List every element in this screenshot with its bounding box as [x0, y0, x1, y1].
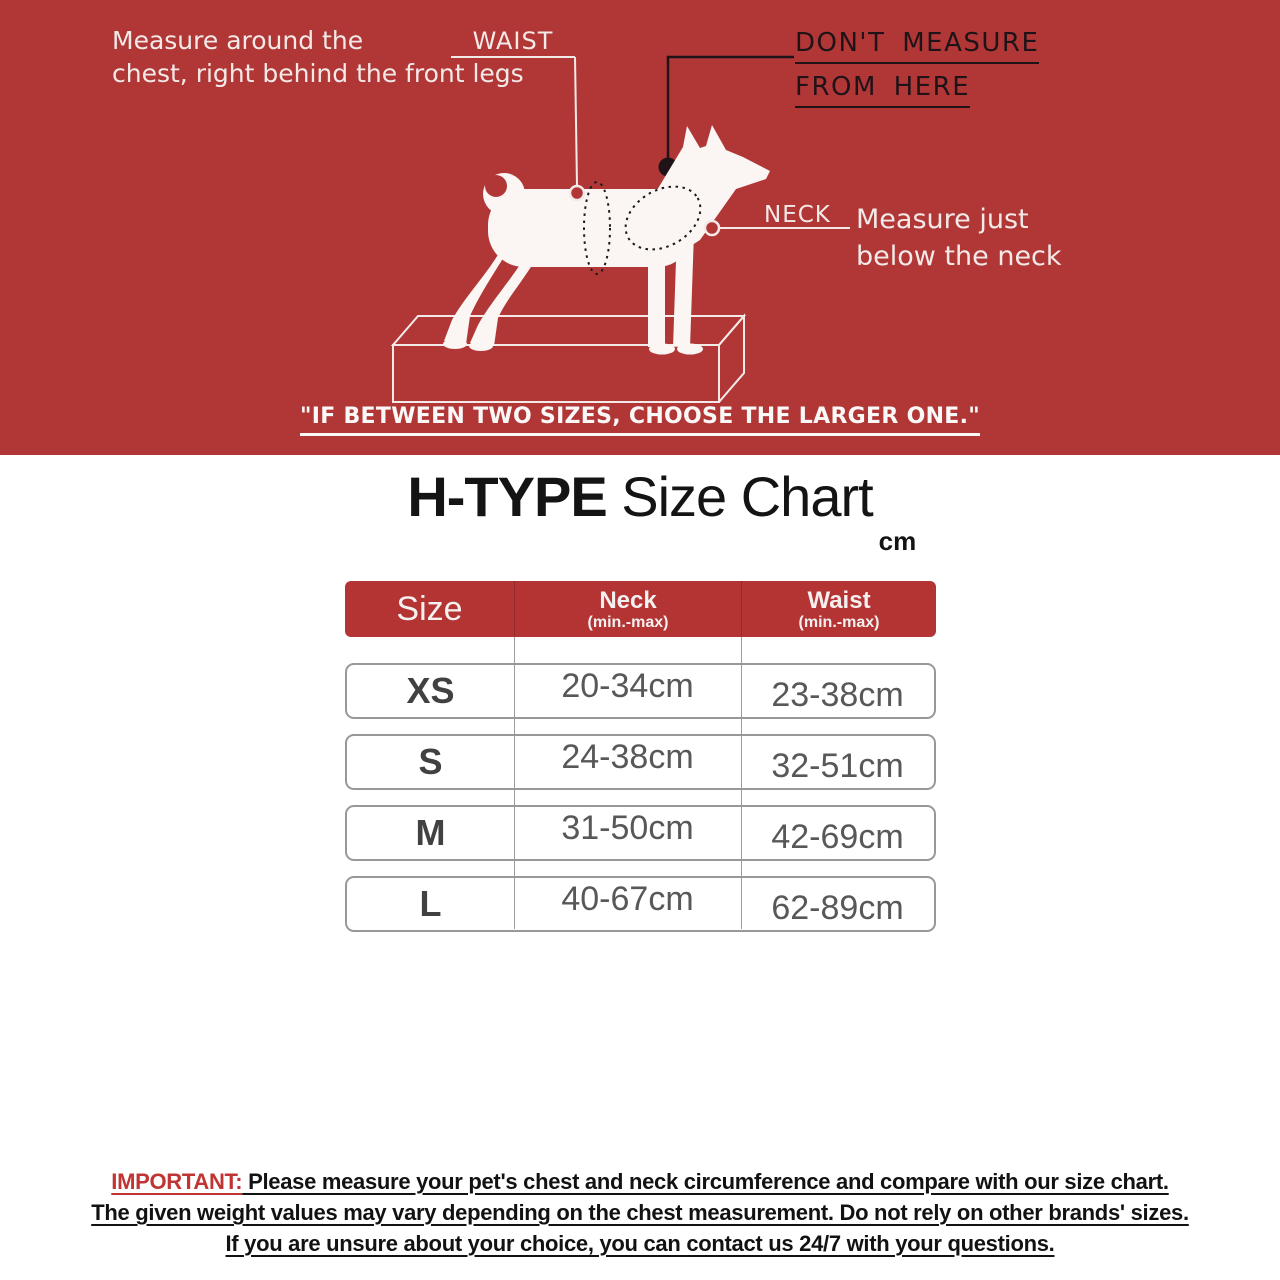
between-sizes-note: "IF BETWEEN TWO SIZES, CHOOSE THE LARGER ONE.": [0, 404, 1280, 436]
header-waist: Waist (min.-max): [741, 581, 936, 637]
table-row-xs: XS 20-34cm 23-38cm: [345, 663, 936, 719]
measuring-diagram-section: [0, 0, 1280, 455]
table-row-l: L 40-67cm 62-89cm: [345, 876, 936, 932]
header-size: Size: [396, 589, 463, 628]
neck-measure-note: [856, 201, 1062, 275]
table-row-s: S 24-38cm 32-51cm: [345, 734, 936, 790]
important-line1: IMPORTANT: Please measure your pet's chest and neck circumference and compare with our size chart.: [111, 1169, 1169, 1194]
important-note: [0, 1166, 1280, 1259]
dog-front-leg: [648, 235, 665, 347]
neck-point-marker: [705, 221, 719, 235]
title-type: H-TYPE: [407, 465, 607, 528]
table-row-m: M 31-50cm 42-69cm: [345, 805, 936, 861]
chest-note-line2: chest, right behind the front legs: [112, 59, 524, 88]
waist-point-marker: [570, 186, 584, 200]
title-rest: Size Chart: [606, 465, 873, 528]
neck-label: NECK: [764, 202, 831, 228]
neck-note-line1: Measure just: [856, 204, 1029, 235]
dog-silhouette: [443, 125, 770, 355]
chest-note-line1: Measure around the: [112, 26, 364, 55]
important-line2: The given weight values may vary depending on the chest measurement. Do not rely on other brands' sizes.: [91, 1200, 1189, 1225]
important-label: IMPORTANT:: [111, 1169, 243, 1194]
header-neck: Neck (min.-max): [514, 581, 741, 637]
dont-measure-line1: DON'T MEASURE: [795, 28, 1039, 64]
important-line3: If you are unsure about your choice, you can contact us 24/7 with your questions.: [225, 1231, 1055, 1256]
dont-measure-line2: FROM HERE: [795, 72, 970, 108]
dont-measure-note: [795, 28, 1039, 116]
table-header-row: [345, 581, 936, 637]
page-title: H-TYPE Size Chartcm: [407, 465, 917, 556]
dog-tail-curl-cutout: [485, 175, 507, 197]
size-chart-table: [345, 581, 936, 929]
pedestal-box: [393, 316, 744, 402]
waist-label: WAIST: [472, 27, 554, 55]
dog-rear-leg: [470, 252, 534, 346]
neck-note-line2: below the neck: [856, 241, 1062, 272]
